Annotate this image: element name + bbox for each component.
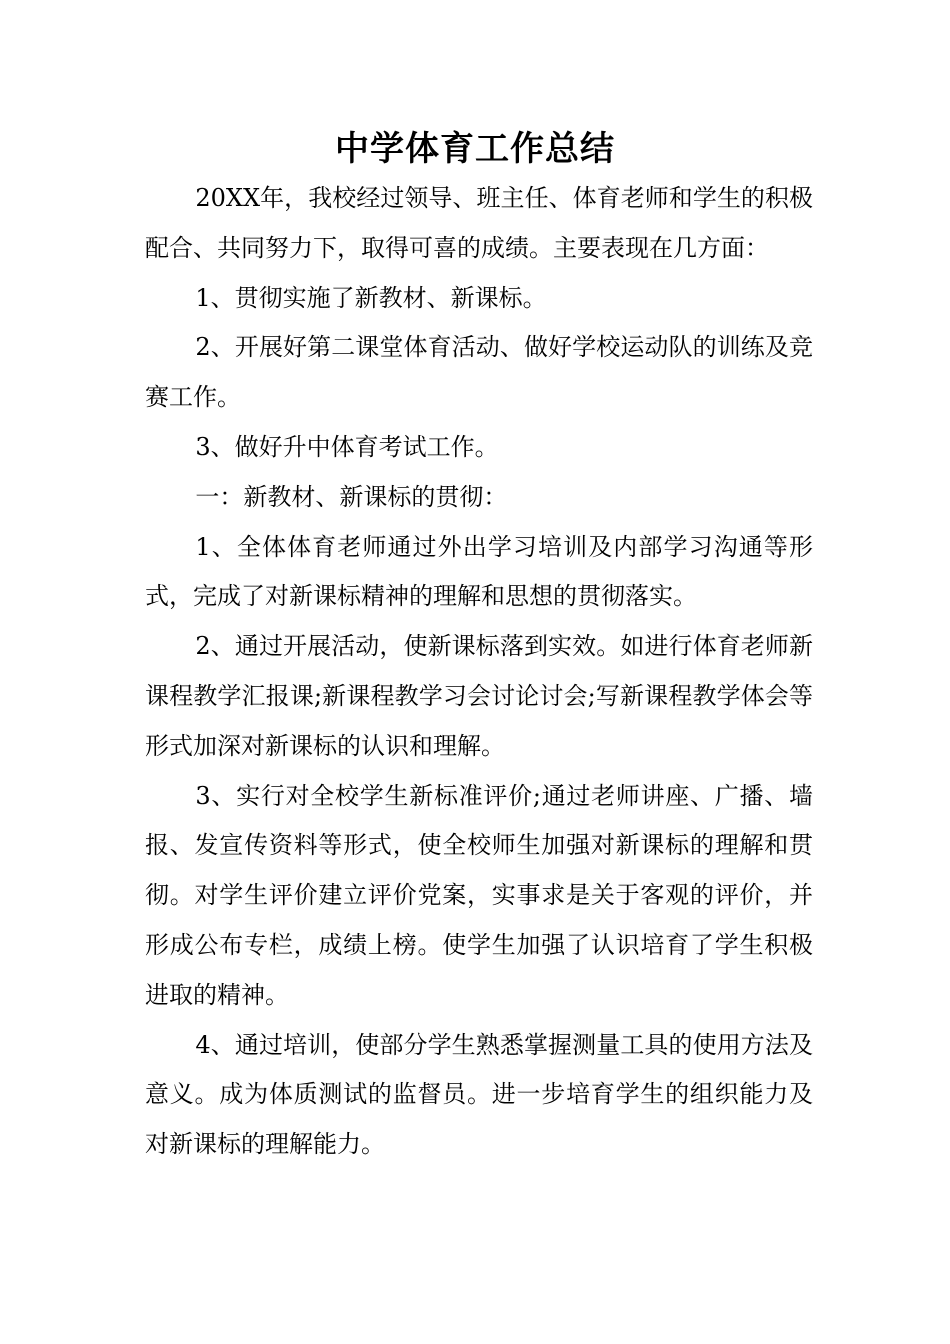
paragraph-section1-item-1: 1、全体体育老师通过外出学习培训及内部学习沟通等形式，完成了对新课标精神的理解和思想的贯彻落实。	[145, 532, 813, 611]
paragraph-item-3: 3、做好升中体育考试工作。	[195, 432, 499, 461]
paragraph-item-1: 1、贯彻实施了新教材、新课标。	[195, 283, 547, 312]
paragraph-intro: 20XX年，我校经过领导、班主任、体育老师和学生的积极配合、共同努力下，取得可喜的成绩。主要表现在几方面：	[145, 184, 813, 262]
document-body	[145, 174, 813, 1170]
paragraph-item-2: 2、开展好第二课堂体育活动、做好学校运动队的训练及竞赛工作。	[145, 333, 813, 412]
paragraph-section1-item-2: 2、通过开展活动，使新课标落到实效。如进行体育老师新课程教学汇报课;新课程教学习会讨论讨会;写新课程教学体会等形式加深对新课标的认识和理解。	[145, 632, 813, 760]
paragraph-section1-item-4: 4、通过培训，使部分学生熟悉掌握测量工具的使用方法及意义。成为体质测试的监督员。进一步培育学生的组织能力及对新课标的理解能力。	[145, 1030, 813, 1159]
document-title: 中学体育工作总结	[335, 129, 615, 169]
section-heading-1: 一：新教材、新课标的贯彻：	[195, 482, 508, 511]
paragraph-section1-item-3: 3、实行对全校学生新标准评价;通过老师讲座、广播、墙报、发宣传资料等形式，使全校师生加强对新课标的理解和贯彻。对学生评价建立评价党案，实事求是关于客观的评价，并形成公布专栏，成绩上榜。使学生加强了认识培育了学生积极进取的精神。	[145, 781, 813, 1009]
